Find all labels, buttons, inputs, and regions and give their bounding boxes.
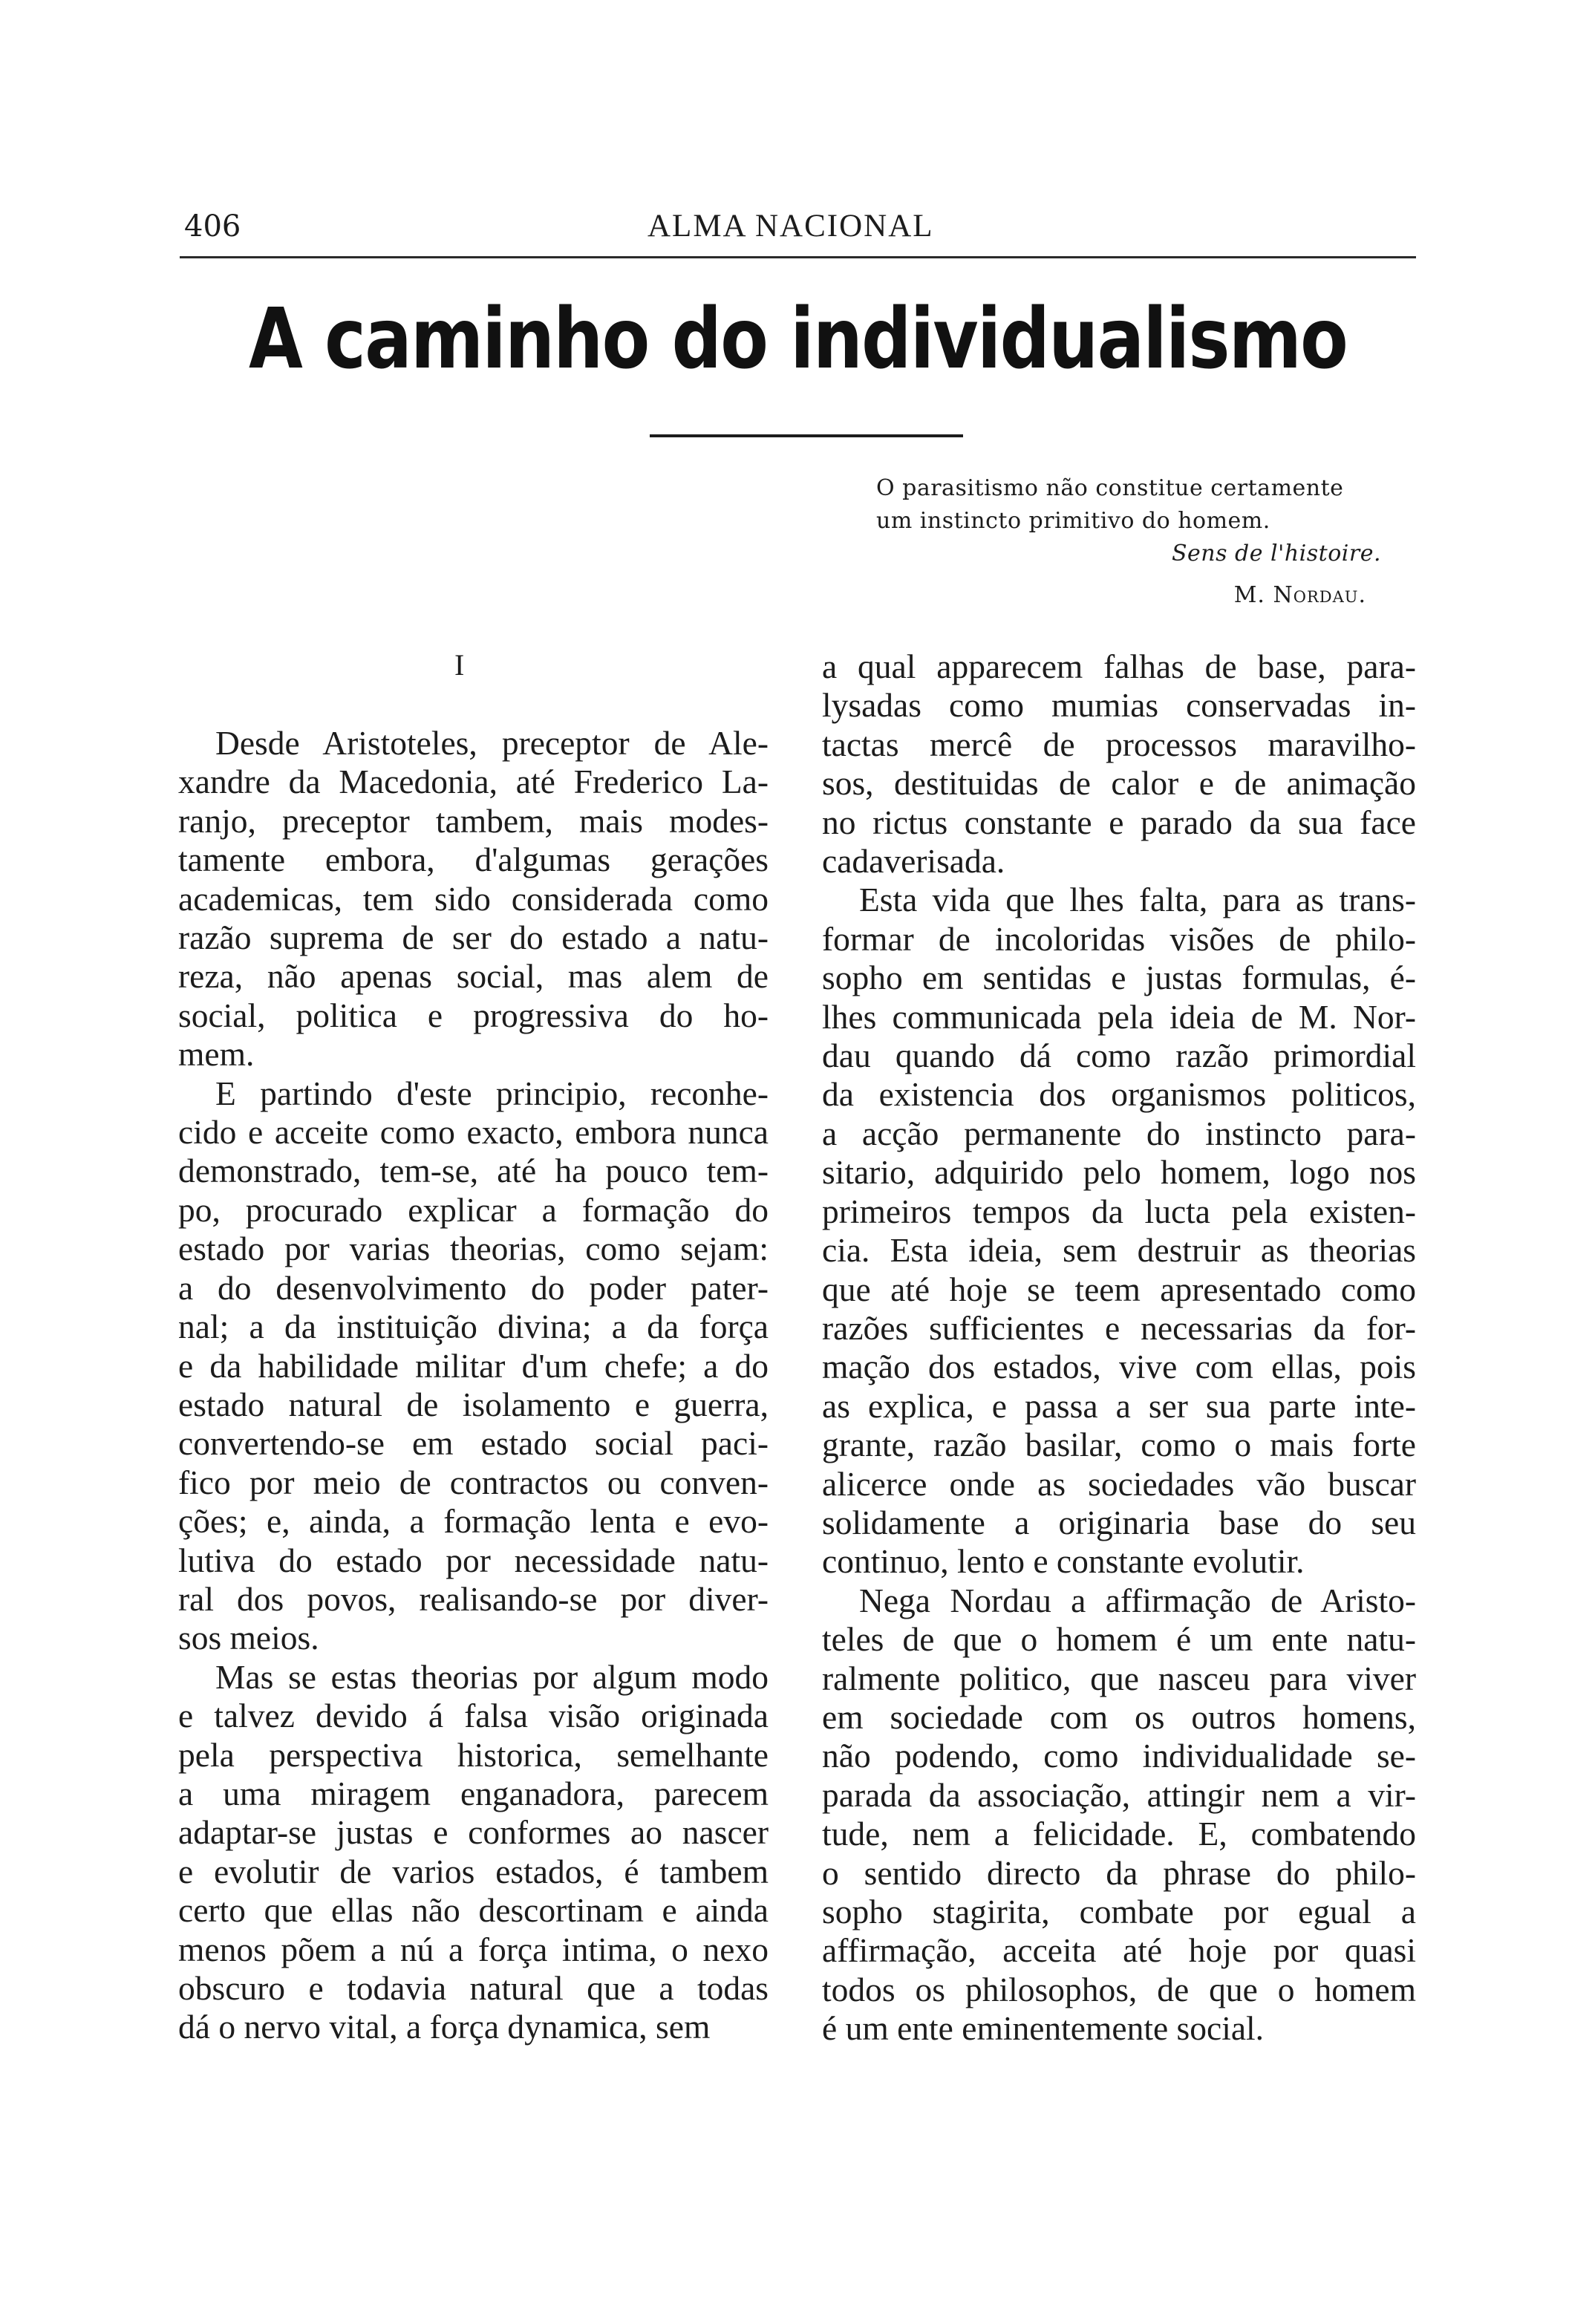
text-line: demonstrado, tem-se, até ha pouco tem- — [178, 1152, 769, 1190]
paragraph — [822, 647, 1416, 881]
text-line: convertendo-se em estado social paci- — [178, 1424, 769, 1463]
text-line: razões sufficientes e necessarias da for- — [822, 1308, 1416, 1347]
text-line: E partindo d'este principio, reconhe- — [215, 1074, 769, 1112]
text-line: certo que ellas não descortinam e ainda — [178, 1891, 769, 1930]
text-line: e evolutir de varios estados, é tambem — [178, 1852, 769, 1890]
text-line: nal; a da instituição divina; a da força — [178, 1308, 769, 1346]
text-line: menos põem a nú a força intima, o nexo — [178, 1930, 769, 1968]
text-line: sopho stagirita, combate por egual a — [822, 1893, 1416, 1930]
text-line: ral dos povos, realisando-se por diver- — [178, 1579, 769, 1618]
text-line: primeiros tempos da lucta pela existen- — [822, 1192, 1416, 1230]
text-line: cia. Esta ideia, sem destruir as theorias — [822, 1231, 1416, 1270]
text-line: ções; e, ainda, a formação lenta e evo- — [178, 1502, 769, 1541]
text-line: alicerce onde as sociedades vão buscar — [822, 1464, 1416, 1503]
text-line: tactas mercê de processos maravilho- — [822, 725, 1416, 763]
header-rule — [180, 256, 1416, 258]
text-line: Desde Aristoteles, preceptor de Ale- — [215, 724, 769, 762]
text-line: sitario, adquirido pelo homem, logo nos — [822, 1153, 1416, 1192]
paragraph — [178, 1074, 769, 1658]
running-title: ALMA NACIONAL — [647, 209, 934, 244]
text-line: social, politica e progressiva do ho- — [178, 996, 769, 1034]
text-line: Nega Nordau a affirmação de Aristo- — [859, 1581, 1416, 1619]
text-line: as explica, e passa a ser sua parte inte- — [822, 1386, 1416, 1425]
text-line: affirmação, acceita até hoje por quasi — [822, 1931, 1416, 1970]
text-line: sopho em sentidas e justas formulas, é- — [822, 959, 1416, 997]
text-line: teles de que o homem é um ente natu- — [822, 1620, 1416, 1659]
text-line: tude, nem a felicidade. E, combatendo — [822, 1815, 1416, 1853]
text-line: é um ente eminentemente social. — [822, 2009, 1265, 2048]
epigraph-author-name: M. Nordau. — [1233, 582, 1366, 608]
text-line: dá o nervo vital, a força dynamica, sem — [178, 2008, 711, 2046]
text-line: ralmente politico, que nasceu para viver — [822, 1659, 1416, 1697]
text-line: não podendo, como individualidade se- — [822, 1737, 1416, 1775]
text-line: da existencia dos organismos politicos, — [822, 1075, 1416, 1114]
paragraph — [178, 1658, 769, 2047]
text-line: mem. — [178, 1035, 255, 1074]
text-line: grante, razão basilar, como o mais forte — [822, 1426, 1416, 1464]
text-line: Esta vida que lhes falta, para as trans- — [859, 881, 1416, 919]
text-line: adaptar-se justas e conformes ao nascer — [178, 1813, 769, 1852]
text-line: em sociedade com os outros homens, — [822, 1697, 1416, 1736]
text-line: academicas, tem sido considerada como — [178, 879, 769, 918]
page-number: 406 — [184, 209, 241, 244]
section-numeral: I — [454, 648, 465, 682]
text-line: todos os philosophos, de que o homem — [822, 1970, 1416, 2008]
paragraph — [822, 881, 1416, 1581]
text-line: pela perspectiva historica, semelhante — [178, 1735, 769, 1774]
epigraph — [876, 472, 1396, 612]
text-line: razão suprema de ser do estado a natu- — [178, 918, 769, 957]
text-line: formar de incoloridas visões de philo- — [822, 919, 1416, 958]
text-line: sos meios. — [178, 1619, 319, 1657]
text-line: obscuro e todavia natural que a todas — [178, 1969, 769, 2007]
text-line: ranjo, preceptor tambem, mais modes- — [178, 801, 769, 840]
text-line: que até hoje se teem apresentado como — [822, 1270, 1416, 1308]
text-line: a acção permanente do instincto para- — [822, 1114, 1416, 1152]
text-line: Mas se estas theorias por algum modo — [215, 1657, 769, 1696]
title-rule — [650, 434, 963, 437]
text-line: a uma miragem enganadora, parecem — [178, 1774, 769, 1812]
text-line: mação dos estados, vive com ellas, pois — [822, 1348, 1416, 1386]
text-line: solidamente a originaria base do seu — [822, 1503, 1416, 1541]
text-line: estado por varias theorias, como sejam: — [178, 1230, 769, 1268]
text-line: dau quando dá como razão primordial — [822, 1037, 1416, 1075]
text-line: reza, não apenas social, mas alem de — [178, 957, 769, 996]
text-line: sos, destituidas de calor e de animação — [822, 764, 1416, 803]
epigraph-source: Sens de l'histoire. — [1171, 541, 1381, 567]
text-line: e talvez devido á falsa visão originada — [178, 1697, 769, 1735]
text-line: continuo, lento e constante evolutir. — [822, 1542, 1305, 1581]
left-column — [178, 724, 769, 2047]
paragraph — [178, 724, 769, 1074]
text-line: estado natural de isolamento e guerra, — [178, 1385, 769, 1423]
text-line: parada da associação, attingir nem a vir- — [822, 1775, 1416, 1814]
right-column — [822, 647, 1416, 2049]
text-line: a qual apparecem falhas de base, para- — [822, 647, 1416, 685]
text-line: lutiva do estado por necessidade natu- — [178, 1541, 769, 1579]
text-line: fico por meio de contractos ou conven- — [178, 1463, 769, 1501]
text-line: lhes communicada pela ideia de M. Nor- — [822, 997, 1416, 1036]
text-line: tamente embora, d'algumas gerações — [178, 841, 769, 879]
text-line: po, procurado explicar a formação do — [178, 1190, 769, 1229]
epigraph-line: O parasitismo não constitue certamente — [876, 475, 1344, 501]
text-line: o sentido directo da phrase do philo- — [822, 1853, 1416, 1892]
text-line: cido e acceite como exacto, embora nunca — [178, 1113, 769, 1152]
paragraph — [822, 1582, 1416, 2049]
epigraph-line: um instincto primitivo do homem. — [876, 508, 1270, 534]
text-line: no rictus constante e parado da sua face — [822, 803, 1416, 841]
text-line: a do desenvolvimento do poder pater- — [178, 1268, 769, 1307]
text-line: lysadas como mumias conservadas in- — [822, 686, 1416, 725]
article-title: A caminho do individualismo — [248, 291, 1348, 388]
epigraph-author — [876, 579, 1396, 612]
text-line: xandre da Macedonia, até Frederico La- — [178, 763, 769, 801]
text-line: cadaverisada. — [822, 842, 1005, 881]
text-line: e da habilidade militar d'um chefe; a do — [178, 1346, 769, 1385]
